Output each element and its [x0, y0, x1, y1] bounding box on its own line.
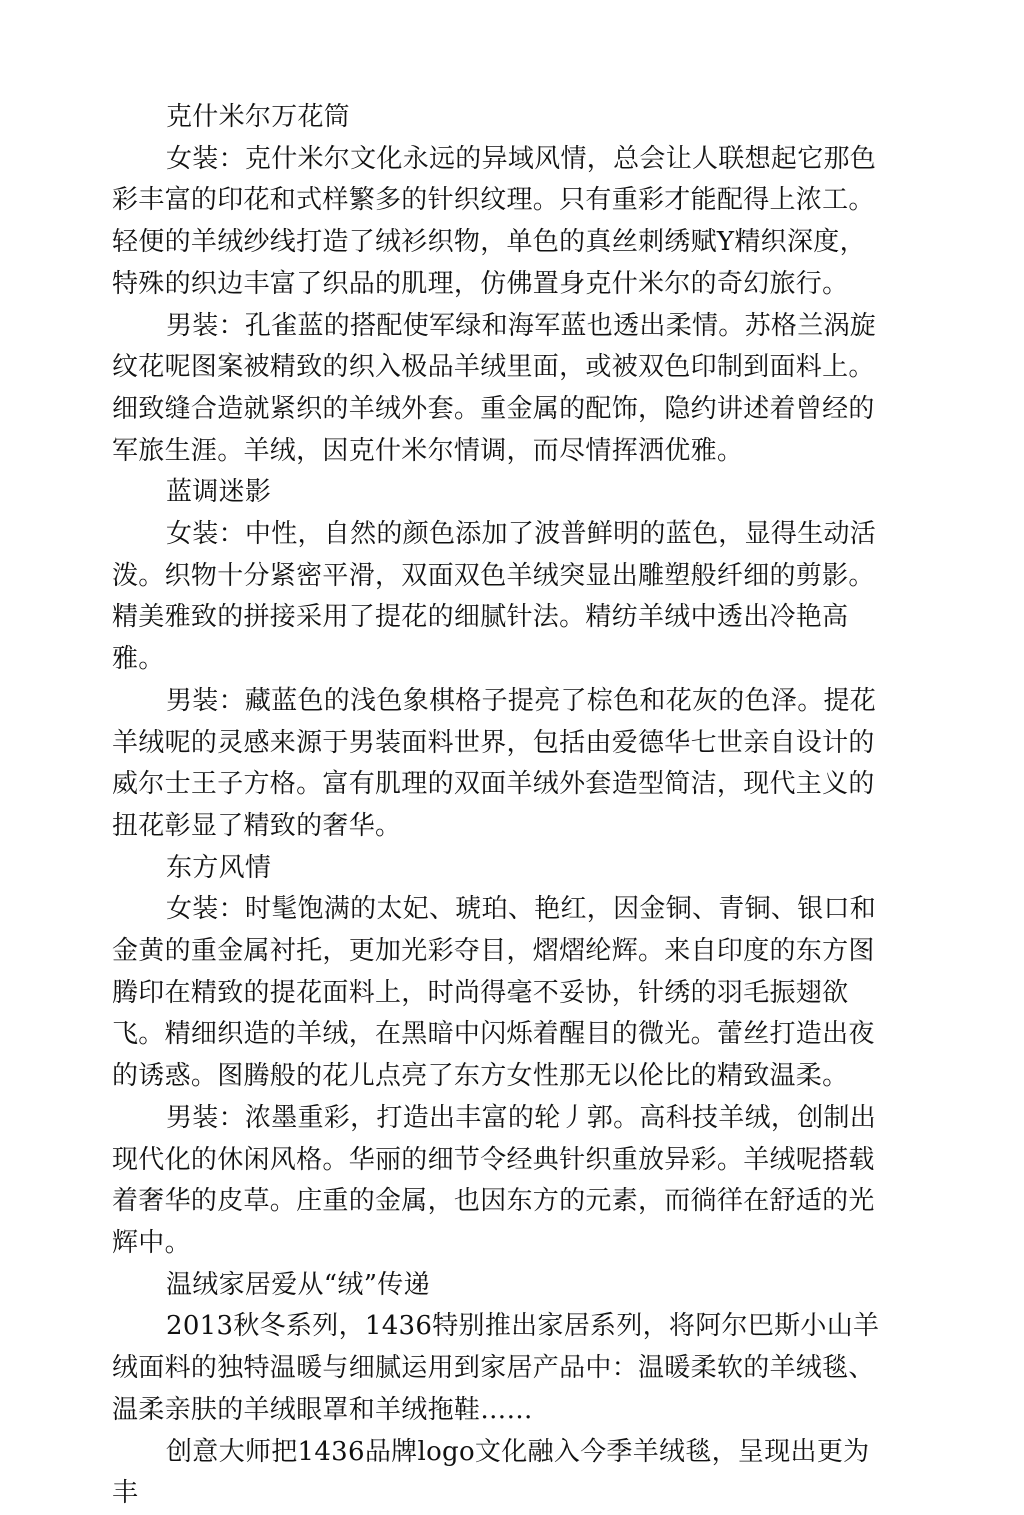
section-heading-oriental: 东方风情 [166, 852, 272, 883]
section-heading-blue: 蓝调迷影 [166, 477, 272, 508]
paragraph-oriental-women: 女装：时髦饱满的太妃、琥珀、艳红，因金铜、青铜、银口和金黄的重金属衬托，更加光彩夺目，熠熠纶辉。来自印度的东方图腾印在精致的提花面料上，时尚得毫不妥协，针绣的羽毛振翅欲飞。精细织造的羊绒，在黑暗中闪烁着醒目的微光。蕾丝打造出夜的诱惑。图腾般的花儿点亮了东方女性那无以伦比的精致温柔。 [112, 894, 877, 1092]
paragraph-kashmir-men: 男装：孔雀蓝的搭配使军绿和海军蓝也透出柔情。苏格兰涡旋纹花呢图案被精致的织入极品羊绒里面，或被双色印制到面料上。细致缝合造就紧织的羊绒外套。重金属的配饰，隐约讲述着曾经的军旅生涯。羊绒，因克什米尔情调，而尽情挥洒优雅。 [112, 310, 877, 466]
section-heading-kashmir: 克什米尔万花筒 [166, 102, 351, 132]
paragraph-home-logo: 创意大师把1436品牌logo文化融入今季羊绒毯，呈现出更为丰 [112, 1436, 870, 1509]
document-body [112, 97, 892, 1515]
paragraph-oriental-men: 男装：浓墨重彩，打造出丰富的轮丿郭。高科技羊绒，创制出现代化的休闲风格。华丽的细节令经典针织重放异彩。羊绒呢搭载着奢华的皮草。庄重的金属，也因东方的元素，而徜徉在舒适的光辉中。 [112, 1102, 877, 1258]
paragraph-kashmir-women: 女装：克什米尔文化永远的异域风情，总会让人联想起它那色彩丰富的印花和式样繁多的针织纹理。只有重彩才能配得上浓工。轻便的羊绒纱线打造了绒衫织物，单色的真丝刺绣赋Y精织深度，特殊的织边丰富了织品的肌理，仿佛置身克什米尔的奇幻旅行。 [112, 143, 877, 299]
section-heading-home: 温绒家居爱从“绒”传递 [166, 1269, 430, 1300]
paragraph-home-series: 2013秋冬系列，1436特别推出家居系列，将阿尔巴斯小山羊绒面料的独特温暖与细腻运用到家居产品中：温暖柔软的羊绒毯、温柔亲肤的羊绒眼罩和羊绒拖鞋…… [112, 1311, 880, 1425]
paragraph-blue-women: 女装：中性，自然的颜色添加了波普鲜明的蓝色，显得生动活泼。织物十分紧密平滑，双面双色羊绒突显出雕塑般纤细的剪影。精美雅致的拼接采用了提花的细腻针法。精纺羊绒中透出冷艳高雅。 [112, 519, 877, 675]
paragraph-blue-men: 男装：藏蓝色的浅色象棋格子提亮了棕色和花灰的色泽。提花羊绒呢的灵感来源于男装面料世界，包括由爱德华七世亲自设计的威尔士王子方格。富有肌理的双面羊绒外套造型简洁，现代主义的扭花彰显了精致的奢华。 [112, 685, 877, 841]
